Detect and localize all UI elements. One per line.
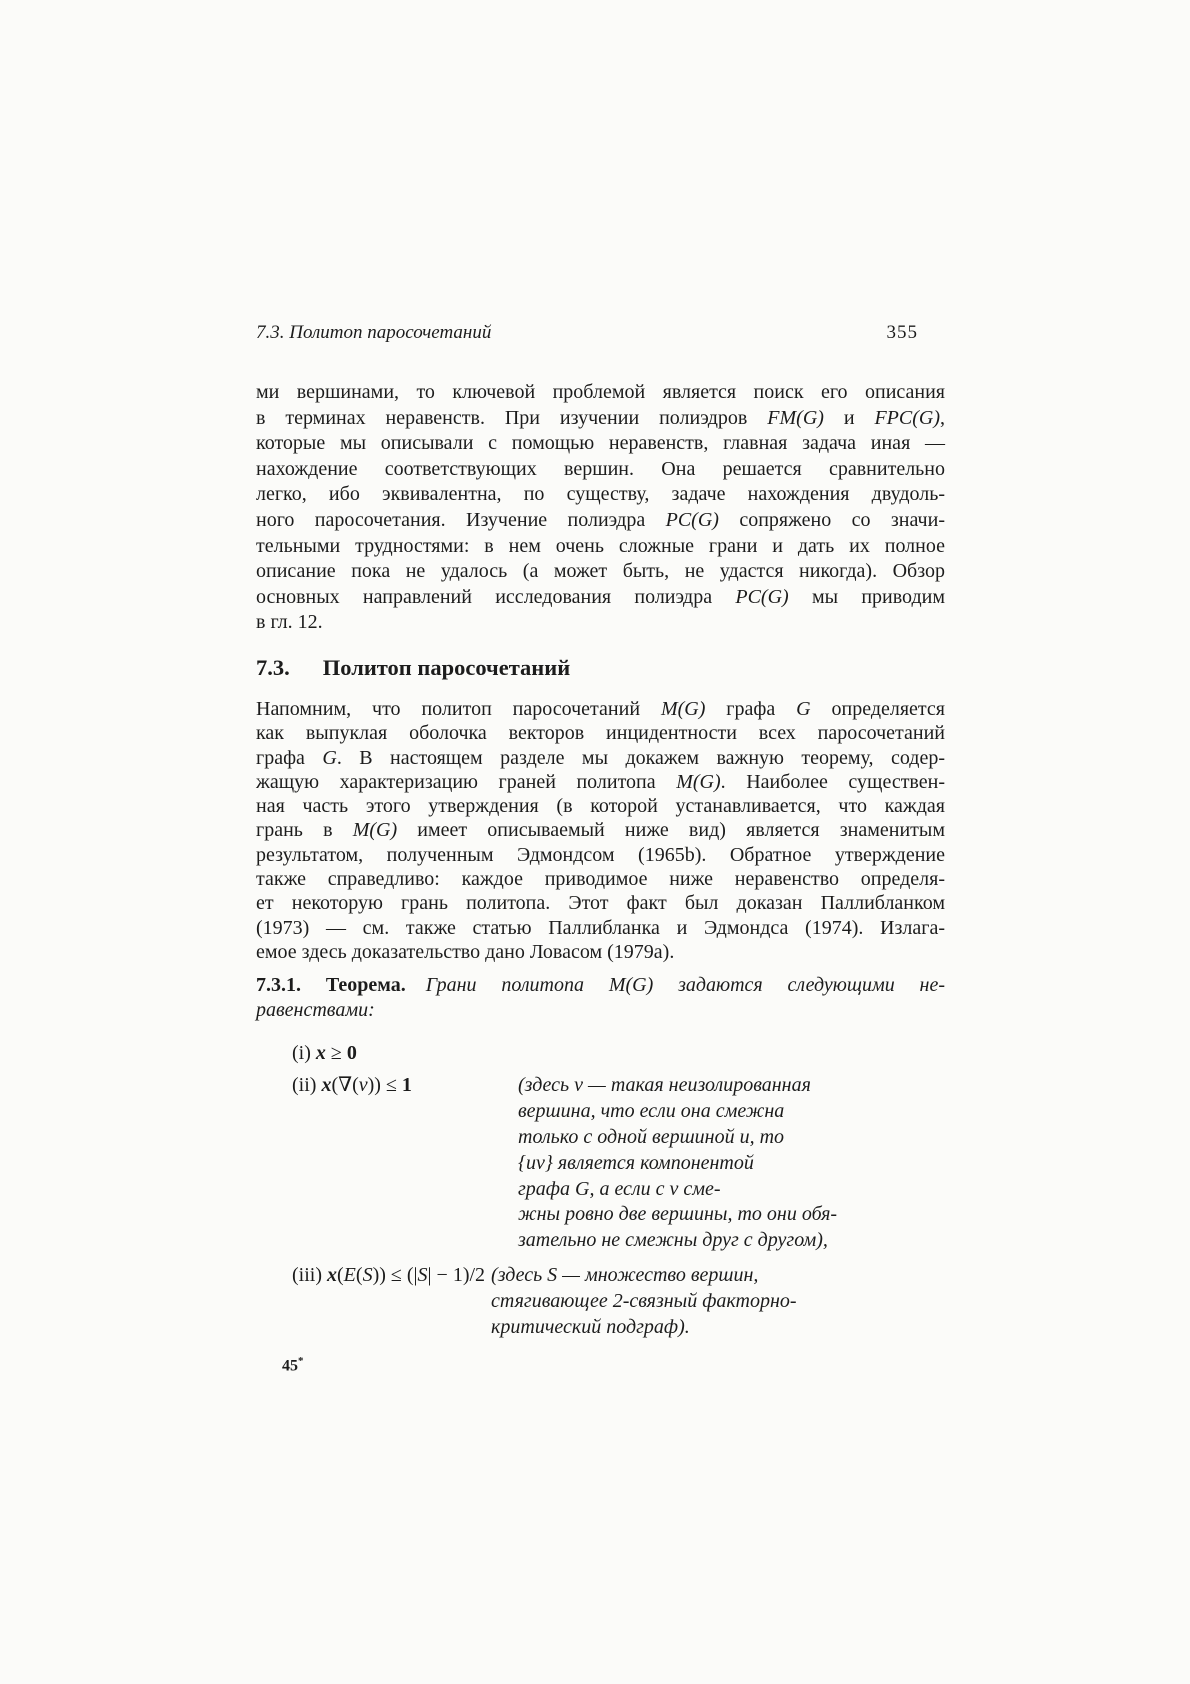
item-iii-note — [491, 1263, 797, 1340]
text-line: результатом, полученным Эдмондсом (1965b). Обратное утверждение — [256, 843, 945, 866]
text-line: стягивающее 2-связный факторно- — [491, 1289, 797, 1312]
item-iii-formula: (iii) x(E(S)) ≤ (|S| − 1)/2 — [292, 1263, 486, 1286]
text-line: вершина, что если она смежна — [518, 1100, 785, 1123]
text-line: в терминах неравенств. При изучении полиэдров FM(G) и FPC(G), — [256, 406, 945, 429]
theorem-item-i — [256, 1041, 945, 1067]
theorem-statement — [256, 973, 945, 1023]
text-line: жны ровно две вершины, то они обя- — [518, 1203, 838, 1226]
text-line: критический подграф). — [491, 1315, 690, 1338]
item-ii-formula: (ii) x(∇(v)) ≤ 1 — [292, 1074, 412, 1097]
text-line: основных направлений исследования полиэдра PC(G) мы приводим — [256, 585, 945, 608]
text-line: жащую характеризацию граней политопа M(G). Наиболее существен- — [256, 770, 945, 793]
running-head — [256, 322, 945, 344]
text-line: только с одной вершиной u, то — [518, 1126, 785, 1148]
running-head-title: 7.3. Политоп паросочетаний — [256, 322, 492, 343]
text-line: равенствами: — [256, 999, 375, 1022]
section-number: 7.3. — [256, 654, 290, 680]
continuation-paragraph — [256, 380, 945, 636]
intro-paragraph — [256, 697, 945, 964]
text-line: зательно не смежны друг с другом), — [518, 1229, 828, 1252]
text-line: графа G, а если с v сме- — [518, 1177, 721, 1200]
text-line: 7.3.1. Теорема. Грани политопа M(G) задаются следующими не- — [256, 974, 945, 997]
signature-number: 45 — [282, 1357, 298, 1375]
signature-mark — [282, 1355, 945, 1375]
text-line: емое здесь доказательство дано Ловасом (1979a). — [256, 940, 675, 963]
text-line: {uv} является компонентой — [518, 1151, 754, 1174]
text-line: Напомним, что политоп паросочетаний M(G) графа G определяется — [256, 697, 945, 720]
text-line: нахождение соответствующих вершин. Она решается сравнительно — [256, 457, 945, 480]
text-line: ми вершинами, то ключевой проблемой является поиск его описания — [256, 381, 945, 403]
theorem-block — [256, 973, 945, 1340]
theorem-item-ii — [256, 1073, 945, 1254]
text-line: как выпуклая оболочка векторов инцидентности всех паросочетаний — [256, 722, 945, 745]
text-line: ная часть этого утверждения (в которой устанавливается, что каждая — [256, 795, 945, 818]
text-block — [256, 322, 945, 1376]
section-title: Политоп паросочетаний — [322, 654, 571, 680]
text-line: также справедливо: каждое приводимое ниже неравенство определя- — [256, 868, 945, 891]
theorem-item-iii — [256, 1263, 945, 1340]
item-i-formula: (i) x ≥ 0 — [292, 1041, 357, 1064]
signature-asterisk: * — [298, 1355, 304, 1368]
text-line: (1973) — см. также статью Паллибланка и Эдмондса (1974). Излага- — [256, 916, 945, 939]
text-line: графа G. В настоящем разделе мы докажем важную теорему, содер- — [256, 746, 945, 769]
text-line: описание пока не удалось (а может быть, не удастся никогда). Обзор — [256, 560, 945, 583]
text-line: ет некоторую грань политопа. Этот факт был доказан Паллибланком — [256, 892, 945, 915]
section-heading — [256, 653, 945, 683]
text-line: (здесь S — множество вершин, — [491, 1263, 759, 1286]
text-line: ного паросочетания. Изучение полиэдра PC(G) сопряжено со значи- — [256, 508, 945, 531]
text-line: тельными трудностями: в нем очень сложные грани и дать их полное — [256, 534, 945, 557]
text-line: в гл. 12. — [256, 611, 323, 634]
text-line: (здесь v — такая неизолированная — [518, 1074, 811, 1097]
page-number: 355 — [886, 322, 918, 343]
item-ii-note — [518, 1073, 837, 1254]
text-line: которые мы описывали с помощью неравенств, главная задача иная — — [256, 432, 945, 455]
text-line: грань в M(G) имеет описываемый ниже вид) является знаменитым — [256, 819, 945, 842]
text-line: легко, ибо эквивалентна, по существу, задаче нахождения двудоль- — [256, 483, 945, 506]
